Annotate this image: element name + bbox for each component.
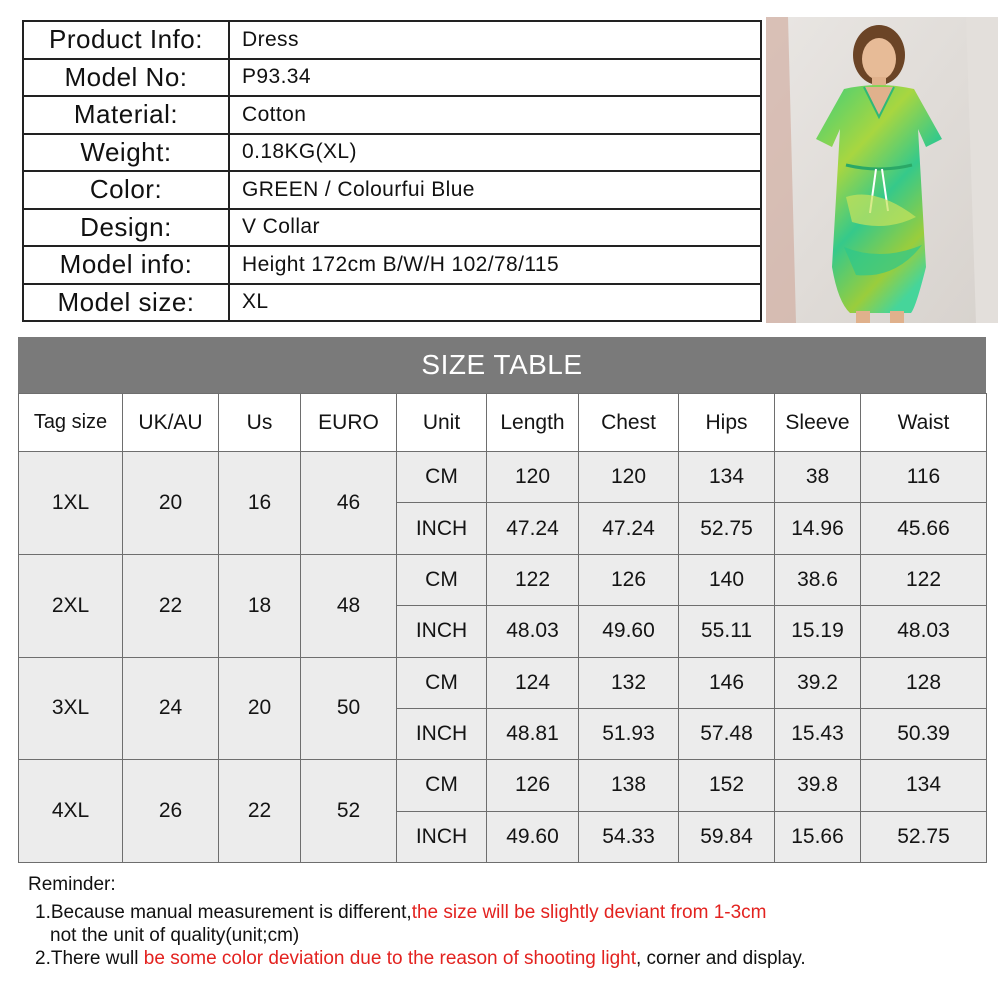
chest-cell: 51.93 [579, 708, 679, 759]
reminder-item-1-continued: not the unit of quality(unit;cm) [50, 925, 300, 946]
info-row-model-size [23, 284, 761, 322]
table-row [19, 452, 987, 503]
info-label: Model No: [23, 59, 229, 97]
column-header-euro: EURO [301, 394, 397, 452]
info-label: Color: [23, 171, 229, 209]
info-label: Model info: [23, 246, 229, 284]
unit-cell: CM [397, 760, 487, 811]
unit-cell: CM [397, 554, 487, 605]
sleeve-cell: 15.19 [775, 606, 861, 657]
info-row-design [23, 209, 761, 247]
tag-size-cell: 1XL [19, 452, 123, 555]
tag-size-cell: 4XL [19, 760, 123, 863]
info-value: Cotton [229, 96, 761, 134]
size-table-header-row [19, 394, 987, 452]
info-value: P93.34 [229, 59, 761, 97]
info-row-color [23, 171, 761, 209]
chest-cell: 120 [579, 452, 679, 503]
leg-left [856, 311, 870, 323]
info-label: Product Info: [23, 21, 229, 59]
chest-cell: 132 [579, 657, 679, 708]
reminder-title: Reminder: [28, 874, 116, 895]
length-cell: 48.03 [487, 606, 579, 657]
info-row-product [23, 21, 761, 59]
unit-cell: INCH [397, 811, 487, 862]
sleeve-cell: 38 [775, 452, 861, 503]
reminder-item-1 [35, 901, 988, 925]
uk-au-cell: 22 [123, 554, 219, 657]
unit-cell: CM [397, 452, 487, 503]
info-label: Weight: [23, 134, 229, 172]
column-header-tag-size: Tag size [19, 394, 123, 452]
tag-size-cell: 3XL [19, 657, 123, 760]
info-value: Height 172cm B/W/H 102/78/115 [229, 246, 761, 284]
uk-au-cell: 20 [123, 452, 219, 555]
reminder-text: , corner and display. [636, 948, 806, 969]
size-table [18, 393, 987, 863]
reminder-section [28, 874, 988, 971]
us-cell: 20 [219, 657, 301, 760]
unit-cell: INCH [397, 606, 487, 657]
us-cell: 22 [219, 760, 301, 863]
sleeve-cell: 14.96 [775, 503, 861, 554]
info-value: Dress [229, 21, 761, 59]
euro-cell: 50 [301, 657, 397, 760]
leg-right [890, 311, 904, 323]
unit-cell: INCH [397, 708, 487, 759]
face [862, 38, 896, 80]
reminder-highlight: the size will be slightly deviant from 1-3cm [411, 902, 767, 923]
length-cell: 126 [487, 760, 579, 811]
unit-cell: INCH [397, 503, 487, 554]
sleeve-cell: 15.66 [775, 811, 861, 862]
info-row-model-info [23, 246, 761, 284]
waist-cell: 122 [861, 554, 987, 605]
table-row [19, 760, 987, 811]
euro-cell: 46 [301, 452, 397, 555]
hips-cell: 140 [679, 554, 775, 605]
hips-cell: 134 [679, 452, 775, 503]
size-table-title: SIZE TABLE [18, 337, 986, 393]
chest-cell: 47.24 [579, 503, 679, 554]
length-cell: 47.24 [487, 503, 579, 554]
us-cell: 16 [219, 452, 301, 555]
reminder-item-2 [35, 947, 988, 971]
hips-cell: 152 [679, 760, 775, 811]
us-cell: 18 [219, 554, 301, 657]
waist-cell: 116 [861, 452, 987, 503]
length-cell: 120 [487, 452, 579, 503]
reminder-text: 2.There wull [35, 948, 144, 969]
hips-cell: 57.48 [679, 708, 775, 759]
reminder-highlight: be some color deviation due to the reason of shooting light [143, 948, 636, 969]
waist-cell: 50.39 [861, 708, 987, 759]
column-header-length: Length [487, 394, 579, 452]
length-cell: 122 [487, 554, 579, 605]
info-value: V Collar [229, 209, 761, 247]
euro-cell: 48 [301, 554, 397, 657]
waist-cell: 45.66 [861, 503, 987, 554]
table-row [19, 657, 987, 708]
info-row-model-no [23, 59, 761, 97]
column-header-uk-au: UK/AU [123, 394, 219, 452]
uk-au-cell: 26 [123, 760, 219, 863]
chest-cell: 49.60 [579, 606, 679, 657]
euro-cell: 52 [301, 760, 397, 863]
waist-cell: 134 [861, 760, 987, 811]
waist-cell: 52.75 [861, 811, 987, 862]
column-header-chest: Chest [579, 394, 679, 452]
table-row [19, 554, 987, 605]
info-label: Material: [23, 96, 229, 134]
info-row-material [23, 96, 761, 134]
length-cell: 124 [487, 657, 579, 708]
column-header-unit: Unit [397, 394, 487, 452]
info-value: XL [229, 284, 761, 322]
info-row-weight [23, 134, 761, 172]
chest-cell: 138 [579, 760, 679, 811]
chest-cell: 126 [579, 554, 679, 605]
info-value: 0.18KG(XL) [229, 134, 761, 172]
length-cell: 49.60 [487, 811, 579, 862]
column-header-hips: Hips [679, 394, 775, 452]
waist-cell: 128 [861, 657, 987, 708]
sleeve-cell: 15.43 [775, 708, 861, 759]
reminder-text: 1.Because manual measurement is different, [35, 902, 412, 923]
hips-cell: 52.75 [679, 503, 775, 554]
column-header-waist: Waist [861, 394, 987, 452]
chest-cell: 54.33 [579, 811, 679, 862]
info-label: Model size: [23, 284, 229, 322]
product-info-table [22, 20, 762, 322]
sleeve-cell: 38.6 [775, 554, 861, 605]
length-cell: 48.81 [487, 708, 579, 759]
sleeve-cell: 39.8 [775, 760, 861, 811]
waist-cell: 48.03 [861, 606, 987, 657]
hips-cell: 146 [679, 657, 775, 708]
column-header-sleeve: Sleeve [775, 394, 861, 452]
column-header-us: Us [219, 394, 301, 452]
unit-cell: CM [397, 657, 487, 708]
hips-cell: 55.11 [679, 606, 775, 657]
uk-au-cell: 24 [123, 657, 219, 760]
info-value: GREEN / Colourfui Blue [229, 171, 761, 209]
product-photo [766, 17, 998, 323]
sleeve-cell: 39.2 [775, 657, 861, 708]
info-label: Design: [23, 209, 229, 247]
hips-cell: 59.84 [679, 811, 775, 862]
tag-size-cell: 2XL [19, 554, 123, 657]
